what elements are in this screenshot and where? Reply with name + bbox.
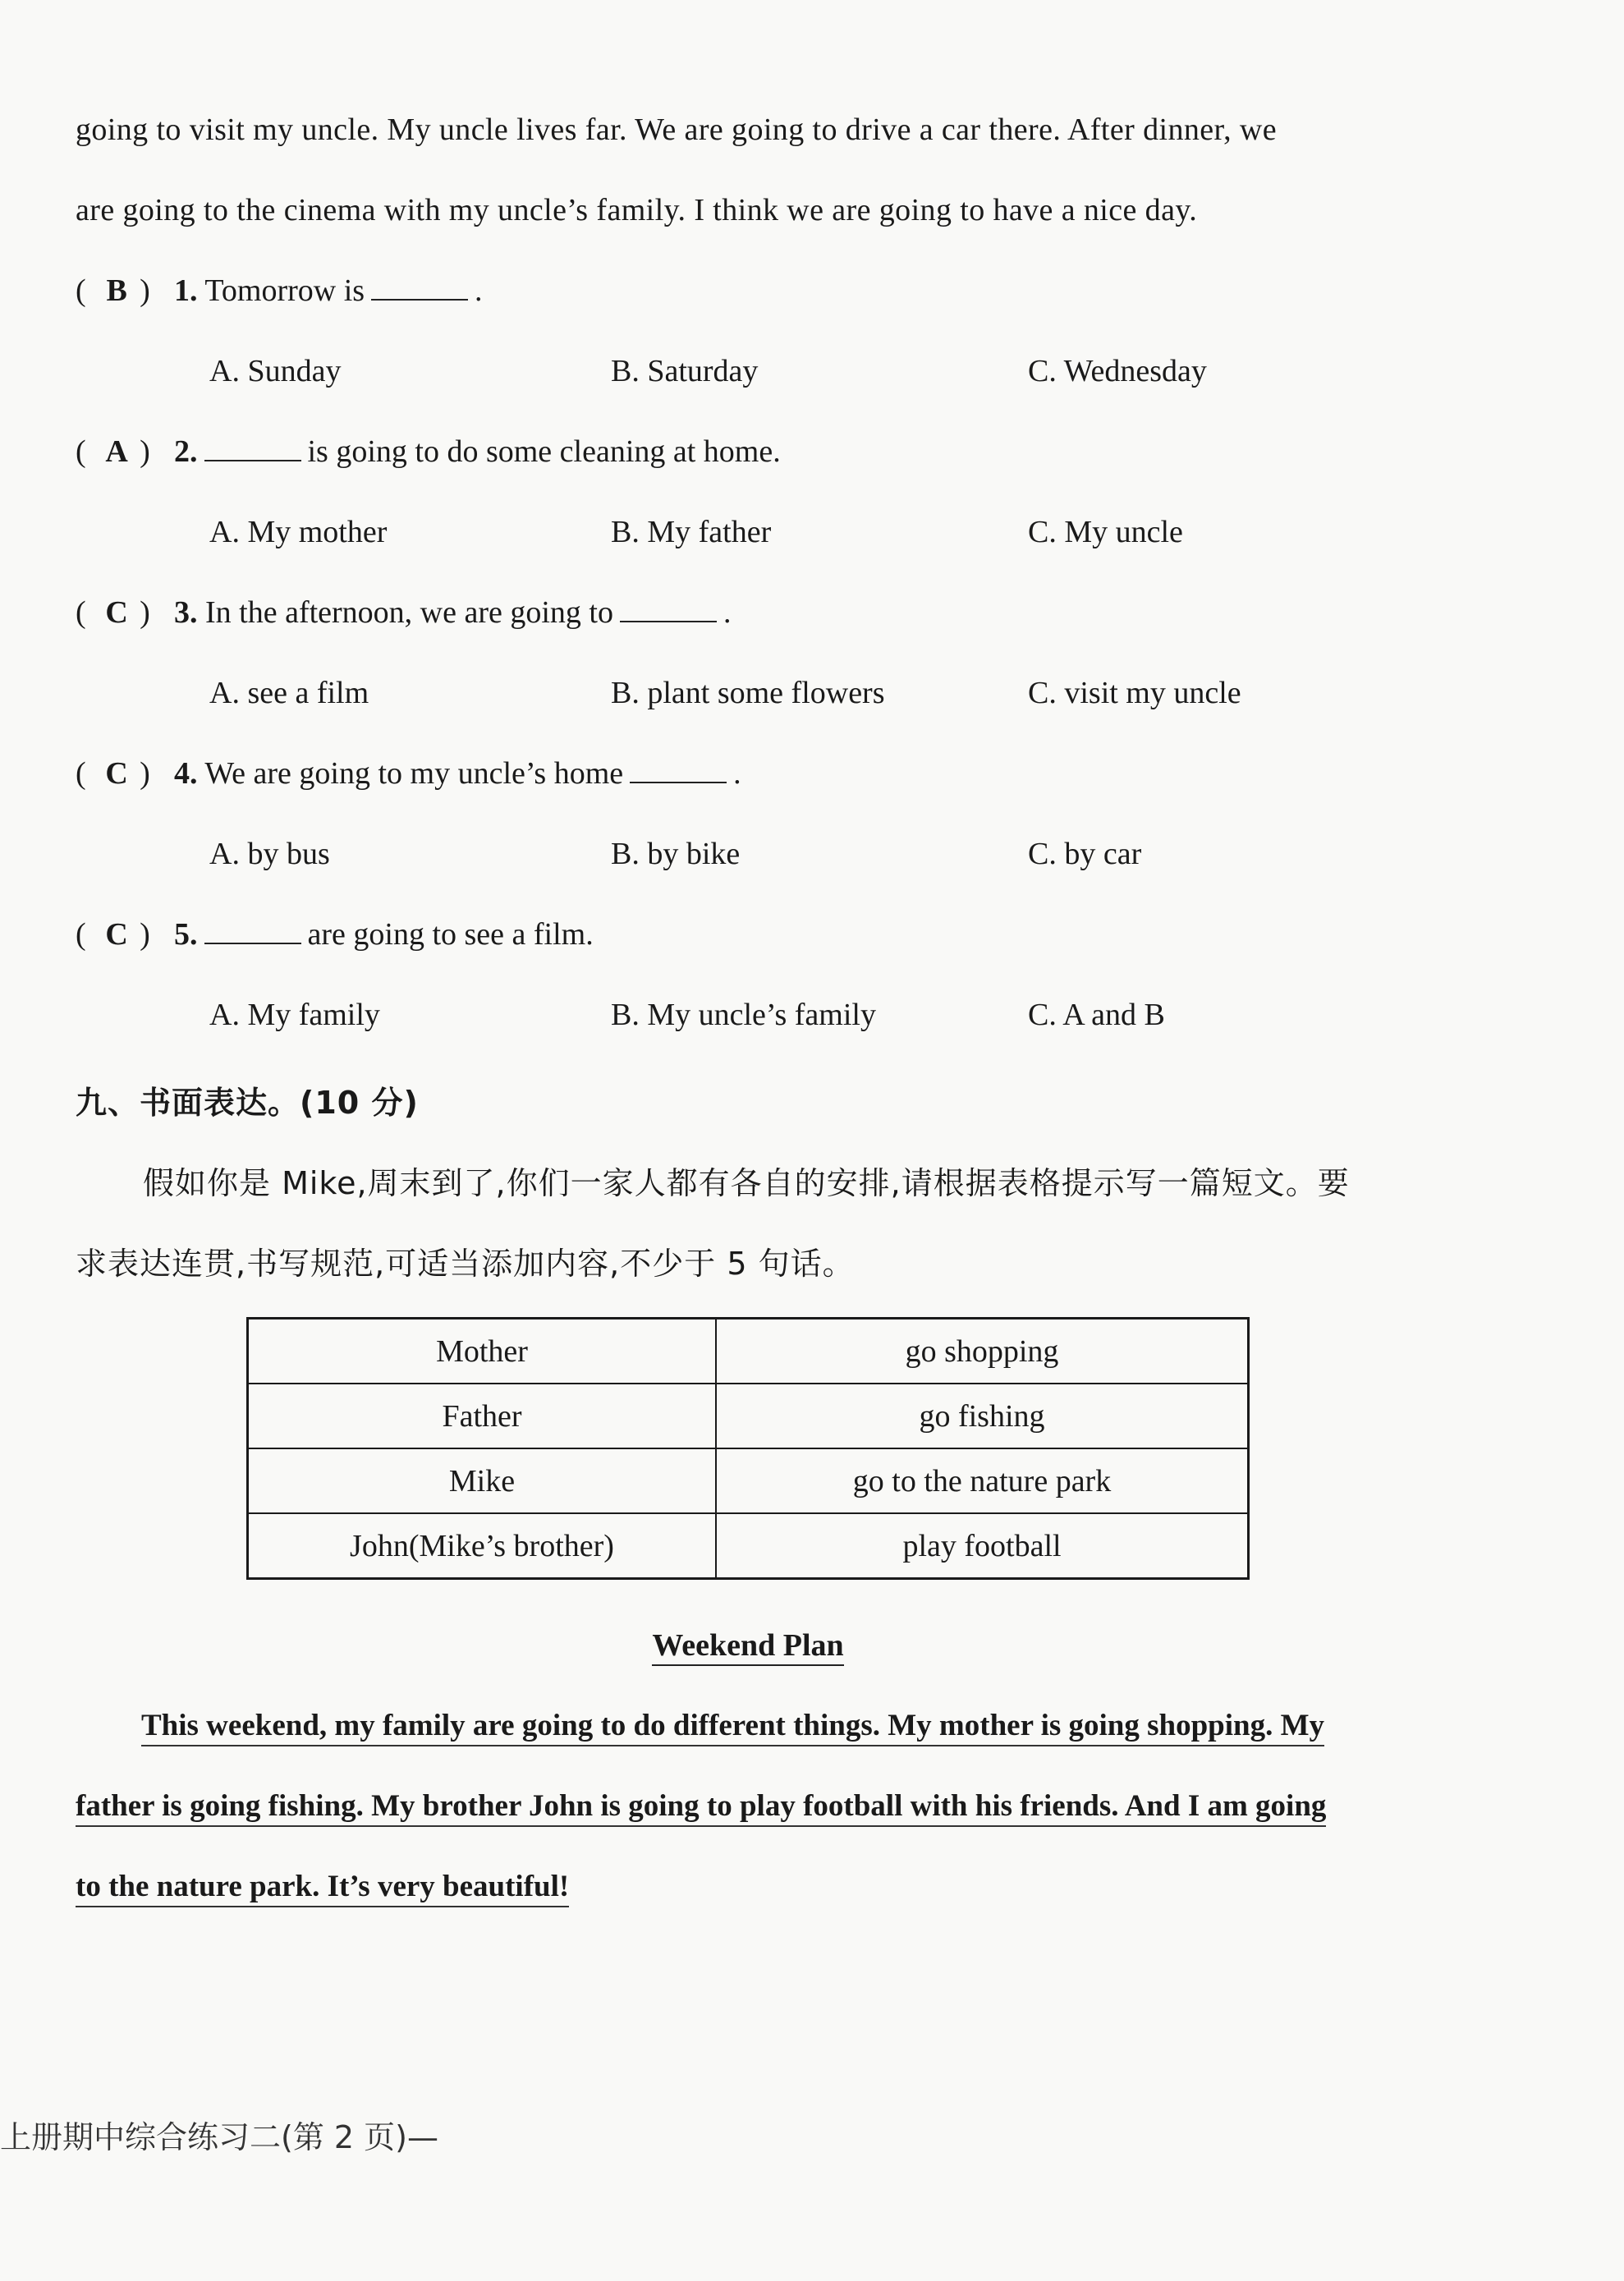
question-stem-end: . xyxy=(723,595,732,630)
table-cell-person: John(Mike’s brother) xyxy=(248,1513,717,1579)
question-4: ( C ) 4. We are going to my uncle’s home . xyxy=(76,756,741,791)
answer-blank xyxy=(371,274,468,301)
option-b: B. My uncle’s family xyxy=(611,998,876,1032)
question-number: 1. xyxy=(174,273,198,308)
option-a: A. by bus xyxy=(209,837,330,871)
essay-line-3: to the nature park. It’s very beautiful! xyxy=(76,1869,569,1907)
essay-line-1: This weekend, my family are going to do different things. My mother is going shopping. My xyxy=(141,1708,1324,1746)
plan-table xyxy=(246,1317,1250,1580)
answer-blank xyxy=(204,435,301,461)
instruction-line-1: 假如你是 Mike,周末到了,你们一家人都有各自的安排,请根据表格提示写一篇短文。要 xyxy=(143,1165,1350,1201)
question-stem-end: . xyxy=(475,273,483,308)
table-cell-activity: play football xyxy=(716,1513,1249,1579)
answer-1: B xyxy=(106,273,127,308)
page-footer: 上册期中综合练习二(第 2 页)— xyxy=(0,2119,438,2155)
option-b: B. My father xyxy=(611,515,772,549)
question-stem: Tomorrow is xyxy=(204,273,365,308)
option-b: B. Saturday xyxy=(611,354,759,388)
table-cell-activity: go fishing xyxy=(716,1384,1249,1448)
option-c: C. Wednesday xyxy=(1028,354,1207,388)
option-c: C. My uncle xyxy=(1028,515,1183,549)
option-a: A. Sunday xyxy=(209,354,342,388)
section-heading: 九、书面表达。(10 分) xyxy=(76,1085,419,1121)
question-stem: In the afternoon, we are going to xyxy=(205,595,613,630)
passage-line-1: going to visit my uncle. My uncle lives far. We are going to drive a car there. After dinner, we xyxy=(76,112,1277,147)
option-b: B. plant some flowers xyxy=(611,676,885,710)
answer-blank xyxy=(204,918,301,944)
table-cell-activity: go shopping xyxy=(716,1319,1249,1384)
essay-title-text: Weekend Plan xyxy=(652,1628,843,1666)
table-row xyxy=(248,1384,1249,1448)
passage-line-2: are going to the cinema with my uncle’s family. I think we are going to have a nice day. xyxy=(76,193,1198,227)
option-c: C. visit my uncle xyxy=(1028,676,1241,710)
answer-3: C xyxy=(105,595,128,630)
question-stem-end: are going to see a film. xyxy=(307,917,594,952)
option-a: A. see a film xyxy=(209,676,369,710)
option-c: C. by car xyxy=(1028,837,1142,871)
question-2: ( A ) 2. is going to do some cleaning at home. xyxy=(76,434,781,469)
answer-blank xyxy=(620,596,717,622)
question-stem-end: . xyxy=(733,756,741,791)
table-cell-person: Mike xyxy=(248,1448,717,1513)
question-5: ( C ) 5. are going to see a film. xyxy=(76,917,594,952)
question-stem-end: is going to do some cleaning at home. xyxy=(307,434,781,469)
table-row xyxy=(248,1319,1249,1384)
table-row xyxy=(248,1448,1249,1513)
answer-blank xyxy=(630,757,727,783)
answer-5: C xyxy=(105,917,128,952)
option-a: A. My family xyxy=(209,998,380,1032)
answer-4: C xyxy=(105,756,128,791)
question-number: 4. xyxy=(174,756,198,791)
table-cell-person: Mother xyxy=(248,1319,717,1384)
table-cell-activity: go to the nature park xyxy=(716,1448,1249,1513)
essay-line-2: father is going fishing. My brother John is going to play football with his friends. And I am going xyxy=(76,1788,1326,1827)
question-1: ( B ) 1. Tomorrow is . xyxy=(76,273,483,308)
table-row xyxy=(248,1513,1249,1579)
question-3: ( C ) 3. In the afternoon, we are going to . xyxy=(76,595,732,630)
question-stem: We are going to my uncle’s home xyxy=(204,756,624,791)
question-number: 3. xyxy=(174,595,198,630)
question-number: 2. xyxy=(174,434,198,469)
option-a: A. My mother xyxy=(209,515,388,549)
table-cell-person: Father xyxy=(248,1384,717,1448)
option-c: C. A and B xyxy=(1028,998,1165,1032)
instruction-line-2: 求表达连贯,书写规范,可适当添加内容,不少于 5 句话。 xyxy=(76,1246,855,1282)
option-b: B. by bike xyxy=(611,837,741,871)
essay-title xyxy=(0,1627,1496,1664)
answer-2: A xyxy=(105,434,128,469)
question-number: 5. xyxy=(174,917,198,952)
